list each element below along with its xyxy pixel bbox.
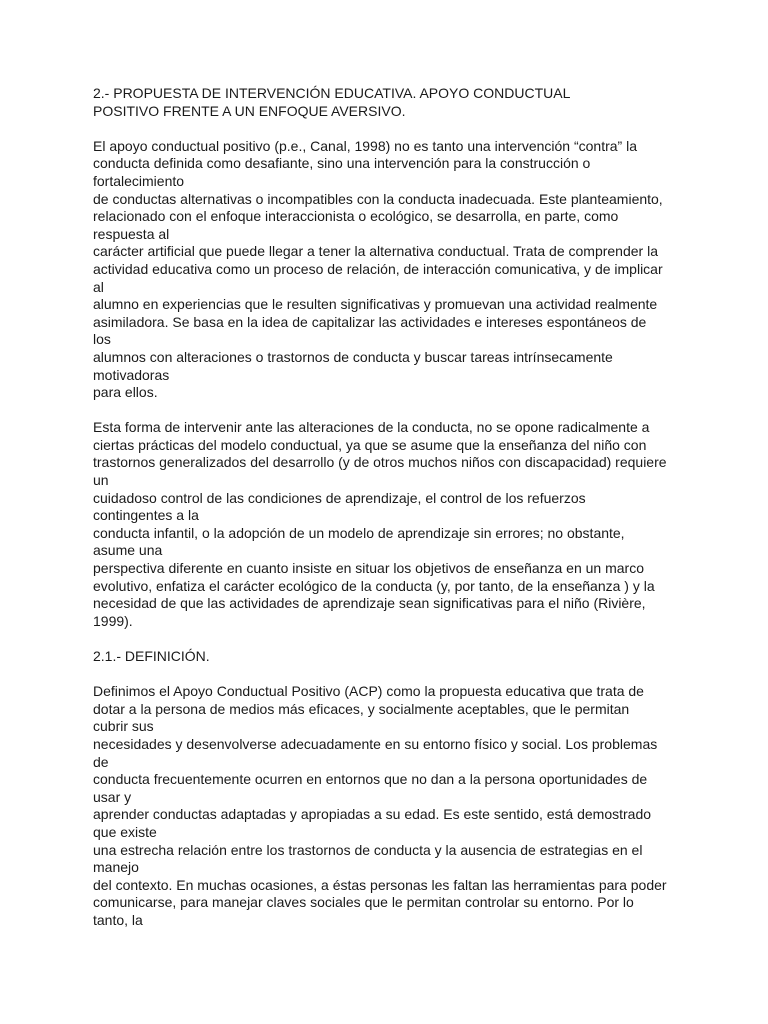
text-line: para ellos. (93, 384, 158, 401)
text-line: 1999). (93, 612, 133, 629)
paragraph (93, 419, 693, 630)
text-line: trastornos generalizados del desarrollo (y de otros muchos niños con discapacidad) requiere (93, 454, 667, 471)
text-line: tanto, la (93, 911, 143, 928)
text-line: carácter artificial que puede llegar a tener la alternativa conductual. Trata de comprender la (93, 243, 658, 260)
text-line: dotar a la persona de medios más eficaces, y socialmente aceptables, que le permitan (93, 700, 630, 717)
text-line: ciertas prácticas del modelo conductual, ya que se asume que la enseñanza del niño con (93, 436, 647, 453)
text-line: de conductas alternativas o incompatibles con la conducta inadecuada. Este planteamiento, (93, 190, 663, 207)
text-line: Definimos el Apoyo Conductual Positivo (ACP) como la propuesta educativa que trata de (93, 683, 644, 700)
text-line: evolutivo, enfatiza el carácter ecológico de la conducta (y, por tanto, de la enseñanza ) y la (93, 577, 655, 594)
text-line: conducta frecuentemente ocurren en entornos que no dan a la persona oportunidades de (93, 771, 648, 788)
text-line: 2.1.- DEFINICIÓN. (93, 648, 210, 664)
text-line: asume una (93, 542, 163, 559)
text-line: los (93, 331, 111, 348)
text-line: un (93, 472, 109, 489)
text-line: asimiladora. Se basa en la idea de capitalizar las actividades e intereses espontáneos de (93, 313, 647, 330)
text-line: comunicarse, para manejar claves sociales que le permitan controlar su entorno. Por lo (93, 894, 634, 911)
document-body (93, 85, 693, 947)
text-line: de (93, 753, 109, 770)
text-line: Esta forma de intervenir ante las alteraciones de la conducta, no se opone radicalmente a (93, 419, 650, 436)
text-line: del contexto. En muchas ocasiones, a éstas personas les faltan las herramientas para poder (93, 876, 667, 893)
text-line: cubrir sus (93, 718, 154, 735)
text-line: manejo (93, 859, 139, 876)
text-line: al (93, 278, 104, 295)
subsection-heading (93, 648, 693, 666)
text-line: relacionado con el enfoque interaccionista o ecológico, se desarrolla, en parte, como (93, 208, 619, 225)
text-line: conducta infantil, o la adopción de un modelo de aprendizaje sin errores; no obstante, (93, 524, 625, 541)
text-line: respuesta al (93, 225, 170, 242)
text-line: perspectiva diferente en cuanto insiste en situar los objetivos de enseñanza en un marco (93, 560, 645, 577)
text-line: POSITIVO FRENTE A UN ENFOQUE AVERSIVO. (93, 102, 406, 119)
paragraph (93, 138, 693, 402)
text-line: alumno en experiencias que le resulten significativas y promuevan una actividad realmente (93, 296, 658, 313)
text-line: contingentes a la (93, 507, 199, 524)
text-line: que existe (93, 823, 157, 840)
text-line: alumnos con alteraciones o trastornos de conducta y buscar tareas intrínsecamente (93, 348, 613, 365)
text-line: 2.- PROPUESTA DE INTERVENCIÓN EDUCATIVA. APOYO CONDUCTUAL (93, 85, 571, 101)
text-line: aprender conductas adaptadas y apropiadas a su edad. Es este sentido, está demostrado (93, 806, 652, 823)
text-line: fortalecimiento (93, 172, 185, 189)
text-line: El apoyo conductual positivo (p.e., Canal, 1998) no es tanto una intervención “contra” la (93, 137, 637, 154)
text-line: usar y (93, 788, 132, 805)
text-line: actividad educativa como un proceso de relación, de interacción comunicativa, y de implicar (93, 260, 663, 277)
paragraph (93, 683, 693, 929)
section-heading (93, 85, 693, 120)
text-line: motivadoras (93, 366, 170, 383)
text-line: cuidadoso control de las condiciones de aprendizaje, el control de los refuerzos (93, 489, 586, 506)
text-line: necesidades y desenvolverse adecuadamente en su entorno físico y social. Los problemas (93, 735, 658, 752)
text-line: una estrecha relación entre los trastornos de conducta y la ausencia de estrategias en el (93, 841, 643, 858)
text-line: necesidad de que las actividades de aprendizaje sean significativas para el niño (Rivière, (93, 595, 646, 612)
text-line: conducta definida como desafiante, sino una intervención para la construcción o (93, 155, 591, 172)
